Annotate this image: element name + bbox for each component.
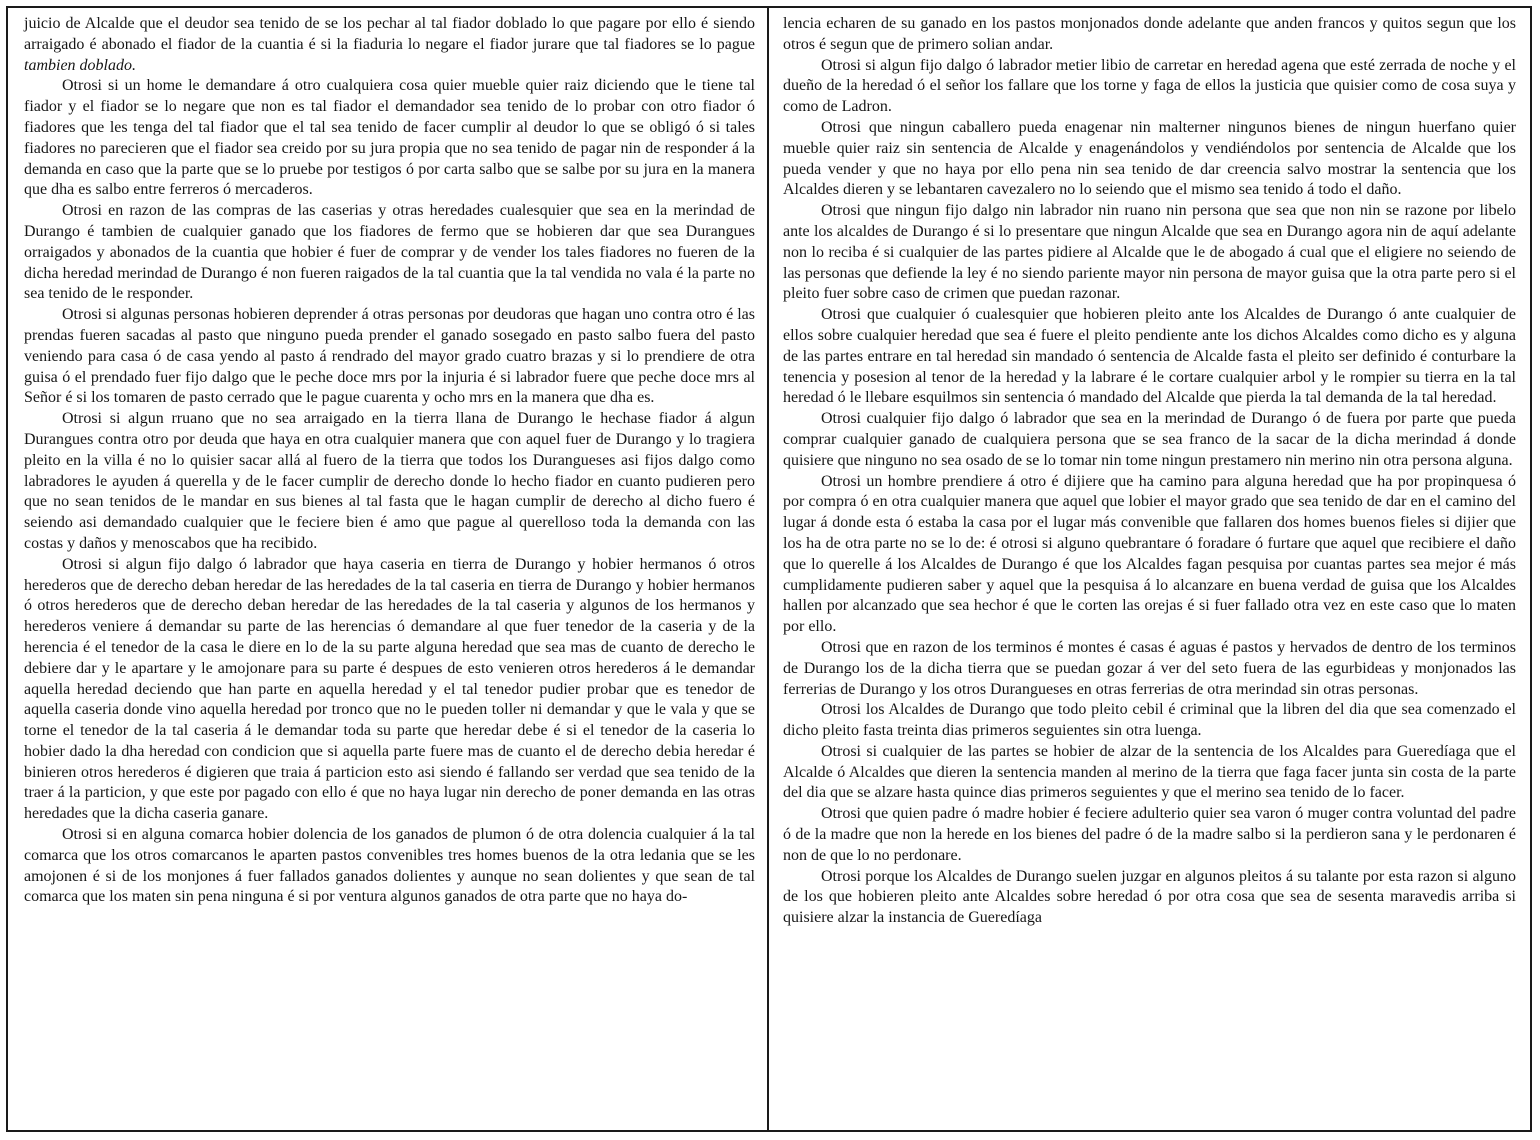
paragraph-right-12: Otrosi porque los Alcaldes de Durango suelen juzgar en algunos pleitos á su talante por esta razon si alguno de los que hobieren pleito ante Alcaldes sobre heredad ó por otra cosa que sea de sesenta maravedis arriba si quisiere alzar la instancia de Gueredíaga bbox=[783, 867, 1516, 927]
paragraph-left-7: Otrosi si en alguna comarca hobier dolencia de los ganados de plumon ó de otra dolencia cualquier á la tal comarca que los otros comarcanos le aparten pastos convenibles tres homes buenos de la otra ledania que se les amojonen é si de los monjones á fuer fallados ganados dolientes y aunque no sean dolientes y que sean de tal comarca que los maten sin pena ninguna é si por ventura algunos ganados de otra parte que no haya do- bbox=[24, 826, 755, 906]
paragraph-left-5: Otrosi si algun rruano que no sea arraigado en la tierra llana de Durango le hechase fiador á algun Durangues contra otro por deuda que haya en otra cualquier manera que con aquel fuer de Durango y lo tragiera pleito en la villa é no lo quisier sacar allá al fuero de la tierra que todos los Durangueses asi fijos dalgo como labradores le ayuden á querella y de le facer cumplir de derecho donde lo hecho fiador en cuanto pudieren pero que no sean tenidos de le mandar en sus bienes al tal fasta que le hagan cumplir de derecho al dicho fuero é seiendo asi demandado cualquier que le feciere bien é amo que pague al querelloso toda la demanda con las costas y daños y menoscabos que ha recibido. bbox=[24, 410, 755, 552]
paragraph-left-3: Otrosi en razon de las compras de las caserias y otras heredades cualesquier que sea en la merindad de Durango é tambien de cualquier ganado que los fiadores de fermo que se hobieren dar que sea Durangues orraigados y abonados de la cuantia que hobier é fuer de comprar y de vender los tales fiadores no fueren de la dicha heredad merindad de Durango é non fueren raigados de la tal cuantia que la tal vendida no vala é la parte no sea tenido de le responder. bbox=[24, 202, 755, 303]
left-text-column bbox=[8, 8, 769, 1130]
paragraph-right-6: Otrosi cualquier fijo dalgo ó labrador que sea en la merindad de Durango ó de fuera por parte que pueda comprar cualquier ganado de cualquiera persona que se sea franco de la sacar de la dicha merindad á donde quisiere que ninguno no sea osado de se lo tomar nin tome ningun prestamero nin merino nin otra persona alguna. bbox=[783, 410, 1516, 469]
right-text-column bbox=[769, 8, 1530, 1130]
paragraph-right-4: Otrosi que ningun fijo dalgo nin labrador nin ruano nin persona que sea que non nin se razone por libelo ante los alcaldes de Durango é si lo presentare que ningun Alcalde que sea en Durango agora nin de aquí adelante non lo reciba é si cualquier de las partes pidiere al Alcalde que le de abogado á cual que el eligiere no seiendo de las personas que defiende la ley é no siendo pariente mayor nin persona de mayor guisa que la otra parte pero si el pleito fuer sobre caso de crimen que puedan razonar. bbox=[783, 202, 1516, 303]
paragraph-right-7: Otrosi un hombre prendiere á otro é dijiere que ha camino para alguna heredad que ha por propinquesa ó por compra ó en otra cualquier manera que aquel que lobier el mayor grado que sea tenido de dar en el camino del lugar á donde esta ó estaba la casa por el lugar más convenible que fallaren dos homes buenos fieles si dijier que los ha de otra parte no se lo de: é otrosi si alguno quebrantare ó foradare ó furtare que aquel que recibiere el daño que lo querelle á los Alcaldes de Durango é que los Alcaldes fagan pesquisa por cuantas partes sea mejor é más cumplidamente pudieren saber y aquel que la pesquisa á lo alcanzare en buena verdad de guisa que los Alcaldes hallen por alcanzado que sea hechor é que le corten las orejas é si fuer fallado otra vez en este caso que lo maten por ello. bbox=[783, 472, 1516, 636]
paragraph-right-1: lencia echaren de su ganado en los pastos monjonados donde adelante que anden francos y quitos segun que los otros é segun que de primero solian andar. bbox=[783, 15, 1516, 53]
paragraph-right-9: Otrosi los Alcaldes de Durango que todo pleito cebil é criminal que la libren del dia que sea comenzado el dicho pleito fasta treinta dias primeros seguientes sin otra luenga. bbox=[783, 701, 1516, 740]
paragraph-left-1: juicio de Alcalde que el deudor sea tenido de se los pechar al tal fiador doblado lo que pagare por ello é siendo arraigado é abonado el fiador de la cuantia é si la fiaduria lo negare el fiador jurare que tal fiadores se lo pague tambien doblado. bbox=[24, 15, 755, 74]
paragraph-right-11: Otrosi que quien padre ó madre hobier é feciere adulterio quier sea varon ó muger contra voluntad del padre ó de la madre que non la herede en los bienes del padre ó de la madre salbo si la perdieron sana y le perdonaren é non de que lo no perdonare. bbox=[783, 805, 1516, 864]
paragraph-left-6: Otrosi si algun fijo dalgo ó labrador que haya caseria en tierra de Durango y hobier hermanos ó otros herederos que de derecho deban heredar de las heredades de la tal caseria en tierra de Durango y hobier hermanos ó otros herederos que de derecho deban heredar de las heredades de la tal caseria y algunos de los hermanos y herederos veniere á demandar su parte de las herencias ó demandare al que fuer tenedor de la caseria y de la herencia é el tenedor de la casa le diere en lo de la su parte alguna heredad que sea mas de cuanto de derecho le debiere dar y le apartare y le amojonare para su parte é despues de esto venieren otros herederos á le demandar aquella heredad deciendo que han parte en aquella heredad y el tal tenedor pudier probar que es tenedor de aquella caseria donde vino aquella heredad por tronco que no le pueden toller ni demandar y que le vala y que se torne el tenedor de la tal caseria á le demandar toda su parte que heredar debe é si el tenedor de la caseria lo hobier dado la dha heredad con condicion que si aquella parte fuere mas de cuanto el de derecho debia heredar é binieren otros herederos é digieren que traia á particion esto asi siendo é fallando ser verdad que sea tenido de la traer á la particion, y que este por pagado con ello é que no haya lugar nin derecho de poner demanda en las otras heredades que la dicha caseria ganare. bbox=[24, 555, 755, 823]
paragraph-left-4: Otrosi si algunas personas hobieren deprender á otras personas por deudoras que hagan uno contra otro é las prendas fueren sacadas al pasto que ninguno pueda prender el ganado sosegado en pasto salbo fuera del pasto veniendo para casa ó de casa yendo al pasto á rendrado del mayor grado cuatro brazas y si lo prendiere de otra guisa ó el prendado fuer fijo dalgo que le peche doce mrs por la injuria é si labrador fuere que peche doce mrs al Señor é si los tomaren de pasto cerrado que le pague cuarenta y ocho mrs en la manera que dha es. bbox=[24, 306, 755, 407]
paragraph-right-2: Otrosi si algun fijo dalgo ó labrador metier libio de carretar en heredad agena que esté zerrada de noche y el dueño de la heredad ó el señor los fallare que los torne y faga de ellos la justicia que quisier como de cosa suya y como de Ladron. bbox=[783, 56, 1516, 116]
paragraph-right-10: Otrosi si cualquier de las partes se hobier de alzar de la sentencia de los Alcaldes para Gueredíaga que el Alcalde ó Alcaldes que dieren la sentencia manden al merino de la tierra que faga facer junta sin costa de la parte del dia que se alzare hasta quince dias primeros seguientes y que el merino sea tenido de lo facer. bbox=[783, 742, 1516, 802]
paragraph-right-5: Otrosi que cualquier ó cualesquier que hobieren pleito ante los Alcaldes de Durango ó ante cualquier de ellos sobre cualquier heredad que sea é fuere el pleito pendiente ante los dichos Alcaldes como dicho es y alguna de las partes entrare en tal heredad sin mandado ó sentencia de Alcalde fasta el pleito ser definido é conturbare la tenencia y posesion al tenor de la heredad y la labrare é le cortare cualquier arbol y le rompier su tierra en la tal heredad ó le llebare esquilmos sin sentencia ó mandado del Alcalde que pierda la tal demanda de la tal heredad. bbox=[783, 306, 1516, 407]
paragraph-left-2: Otrosi si un home le demandare á otro cualquiera cosa quier mueble quier raiz diciendo que le tiene tal fiador y el fiador se lo negare que non es tal fiador el demandador sea tenido de lo probar con otro fiador ó fiadores que les tenga del tal fiador que el tal sea tenido de facer cumplir al deudor lo que se obligó ó si tales fiadores no parecieren que el fiador sea creido por su jura propia que no sea tenido de pagar nin de responder á la demanda en caso que la parte que se lo pruebe por testigos ó por carta salbo que se salbe por su jura en la manera que dha es salbo entre ferreros ó mercaderos. bbox=[24, 77, 755, 199]
paragraph-right-3: Otrosi que ningun caballero pueda enagenar nin malterner ningunos bienes de ningun huerfano quier mueble quier raiz sin sentencia de Alcalde y enagenándolos y vendiéndolos por sentencia de Alcalde que los pueda vender y que no haya por ello pena nin sea tenido de dar creencia salvo mostrar la sentencia que los Alcaldes dieren y se lebantaren cavezalero no lo seiendo que el mismo sea tenido á todo el daño. bbox=[783, 118, 1516, 199]
document-page bbox=[6, 6, 1532, 1132]
italic-phrase: tambien doblado. bbox=[24, 56, 136, 74]
paragraph-right-8: Otrosi que en razon de los terminos é montes é casas é aguas é pastos y hervados de dentro de los terminos de Durango los de la dicha tierra que se puedan gozar á ver del seto fuera de las egurbideas y monjonados las ferrerias de Durango y los otros Durangueses en otras ferrerias de otra merindad sin otras personas. bbox=[783, 638, 1516, 698]
